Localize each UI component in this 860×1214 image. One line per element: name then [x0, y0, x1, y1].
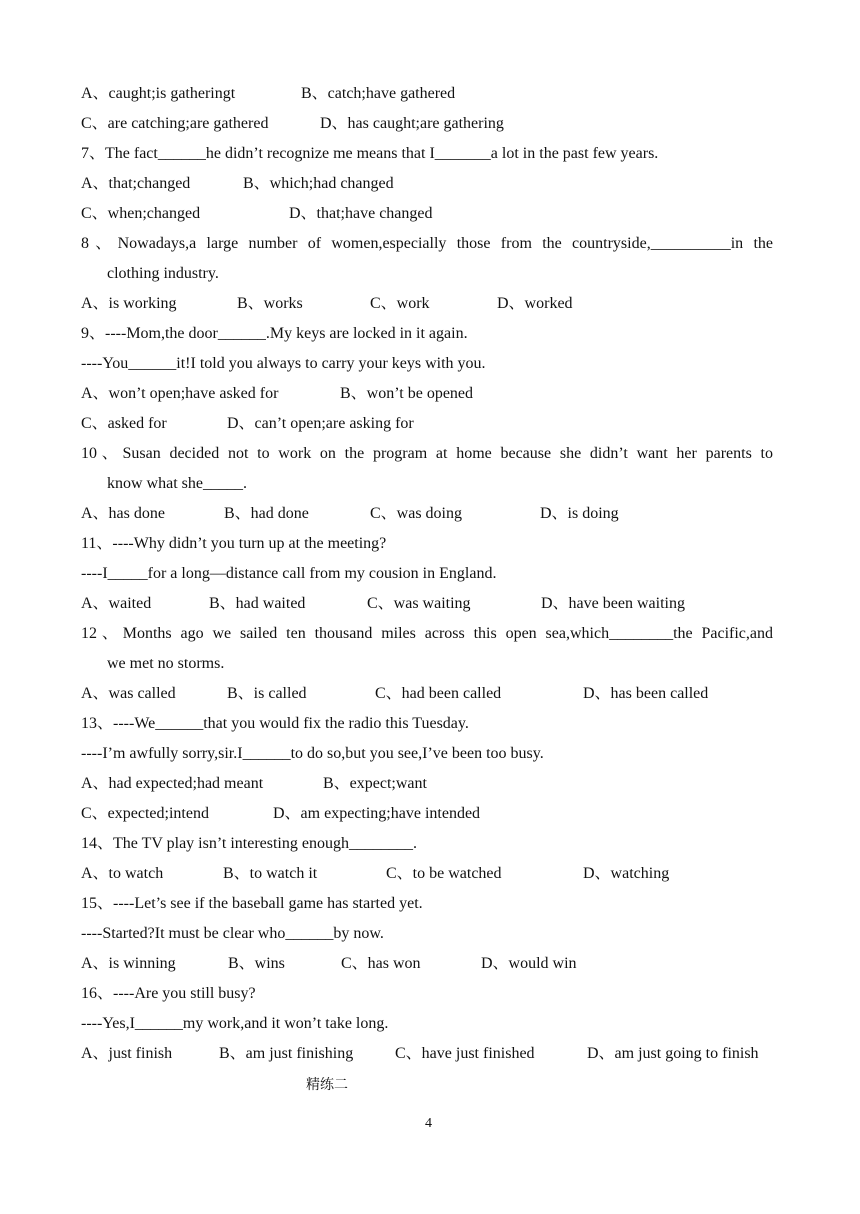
option-c: C、work: [370, 295, 430, 312]
q12-stem-continued: we met no storms.: [107, 655, 225, 672]
option-a: A、caught;is gatheringt: [81, 85, 236, 102]
option-b: B、is called: [227, 685, 307, 702]
option-b: B、wins: [228, 955, 285, 972]
q7-stem: 7、The fact______he didn’t recognize me means that I_______a lot in the past few years.: [81, 145, 659, 162]
option-d: D、am just going to finish: [587, 1045, 759, 1062]
q10-stem-continued: know what she_____.: [107, 475, 247, 492]
option-b: B、had waited: [209, 595, 306, 612]
option-a: A、waited: [81, 595, 152, 612]
section-label: 精练二: [306, 1077, 348, 1093]
option-c: C、to be watched: [386, 865, 502, 882]
option-d: D、have been waiting: [541, 595, 685, 612]
q11-stem: 11、----Why didn’t you turn up at the meeting?: [81, 535, 387, 552]
q8-stem: 8、Nowadays,a large number of women,especially those from the countryside,__________in the: [81, 235, 773, 252]
q9-stem: 9、----Mom,the door______.My keys are locked in it again.: [81, 325, 468, 342]
option-c: C、are catching;are gathered: [81, 115, 269, 132]
q16-reply: ----Yes,I______my work,and it won’t take long.: [81, 1015, 389, 1032]
q14-stem: 14、The TV play isn’t interesting enough________.: [81, 835, 417, 852]
option-d: D、would win: [481, 955, 577, 972]
option-a: A、had expected;had meant: [81, 775, 264, 792]
option-b: B、am just finishing: [219, 1045, 354, 1062]
option-c: C、was doing: [370, 505, 463, 522]
option-b: B、expect;want: [323, 775, 427, 792]
option-a: A、was called: [81, 685, 176, 702]
option-a: A、to watch: [81, 865, 164, 882]
option-c: C、has won: [341, 955, 421, 972]
option-c: C、asked for: [81, 415, 167, 432]
q12-stem: 12、Months ago we sailed ten thousand miles across this open sea,which________the Pacific,and: [81, 625, 773, 642]
option-a: A、has done: [81, 505, 165, 522]
option-d: D、can’t open;are asking for: [227, 415, 414, 432]
option-d: D、that;have changed: [289, 205, 433, 222]
option-a: A、just finish: [81, 1045, 173, 1062]
option-a: A、won’t open;have asked for: [81, 385, 279, 402]
option-b: B、had done: [224, 505, 309, 522]
option-a: A、is winning: [81, 955, 176, 972]
q8-stem-continued: clothing industry.: [107, 265, 219, 282]
option-c: C、had been called: [375, 685, 502, 702]
q16-stem: 16、----Are you still busy?: [81, 985, 256, 1002]
q11-reply: ----I_____for a long—distance call from my cousion in England.: [81, 565, 497, 582]
option-b: B、catch;have gathered: [301, 85, 456, 102]
option-c: C、was waiting: [367, 595, 471, 612]
q13-reply: ----I’m awfully sorry,sir.I______to do so,but you see,I’ve been too busy.: [81, 745, 544, 762]
option-d: D、am expecting;have intended: [273, 805, 481, 822]
option-c: C、have just finished: [395, 1045, 535, 1062]
option-b: B、won’t be opened: [340, 385, 474, 402]
q13-stem: 13、----We______that you would fix the radio this Tuesday.: [81, 715, 469, 732]
page-number: 4: [425, 1116, 432, 1131]
option-d: D、has been called: [583, 685, 709, 702]
option-b: B、which;had changed: [243, 175, 394, 192]
option-c: C、expected;intend: [81, 805, 209, 822]
option-d: D、watching: [583, 865, 670, 882]
option-d: D、has caught;are gathering: [320, 115, 504, 132]
option-b: B、works: [237, 295, 303, 312]
option-a: A、is working: [81, 295, 177, 312]
q15-reply: ----Started?It must be clear who______by now.: [81, 925, 384, 942]
option-d: D、is doing: [540, 505, 619, 522]
option-a: A、that;changed: [81, 175, 191, 192]
q15-stem: 15、----Let’s see if the baseball game has started yet.: [81, 895, 423, 912]
option-c: C、when;changed: [81, 205, 201, 222]
q10-stem: 10、Susan decided not to work on the program at home because she didn’t want her parents to: [81, 445, 773, 462]
q9-reply: ----You______it!I told you always to carry your keys with you.: [81, 355, 486, 372]
option-b: B、to watch it: [223, 865, 318, 882]
option-d: D、worked: [497, 295, 573, 312]
